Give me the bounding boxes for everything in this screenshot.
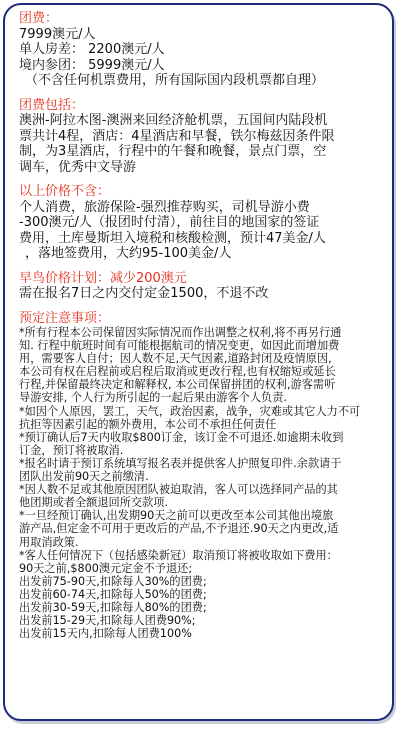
includes-section <box>19 98 382 176</box>
early-bird-title-prefix: 早鸟价格计划： <box>19 270 111 286</box>
fee-title: 团费： <box>19 11 59 26</box>
notice-line: *一旦经预订确认,出发期90天之前可以更改至本公司其他出境旅 <box>19 509 334 523</box>
notice-line: *因人数不足或其他原因团队被迫取消，客人可以选择同产品的其 <box>19 483 338 497</box>
excludes-section <box>19 184 382 262</box>
notice-line: 出发前30-59天,扣除每人80%的团费; <box>19 600 207 614</box>
excludes-line: 个人消费，旅游保险-强烈推荐购买，司机导游小费 <box>19 199 310 215</box>
notice-line: *如因个人原因，罢工，天气，政治因素，战争，灾难或其它人力不可 <box>19 404 361 418</box>
notice-line: 本公司有权在启程前或启程后取消或更改行程,也有权缩短或延长 <box>19 365 336 379</box>
excludes-title: 以上价格不含： <box>19 184 111 199</box>
notice-line: 用取消政策. <box>19 535 79 549</box>
notice-line: 出发前60-74天,扣除每人50%的团费; <box>19 587 207 601</box>
section-gap <box>19 262 382 271</box>
includes-line: 澳洲-阿拉木图-澳洲来回经济舱机票，五国间内陆段机 <box>19 113 328 128</box>
includes-line: 票共计4程，酒店：4星酒店和早餐，铁尔梅兹因条件限 <box>19 128 335 144</box>
section-gap <box>19 89 382 98</box>
notice-line: 知. 行程中航班时间有可能根据航司的情况变更，如因此而增加费 <box>19 339 340 353</box>
excludes-line: 费用，土库曼斯坦入境税和核酸检测，预计47美金/人 <box>19 230 326 246</box>
includes-line: 调车，优秀中文导游 <box>19 159 137 175</box>
info-card-content <box>19 11 382 640</box>
fee-line: 境内参团： 5999澳元/人 <box>19 57 165 73</box>
info-card-frame <box>3 3 394 721</box>
notice-line: 出发前75-90天,扣除每人30%的团费; <box>19 574 207 588</box>
early-bird-highlight: 减少200澳元 <box>110 270 187 286</box>
fee-line: 单人房差： 2200澳元/人 <box>19 42 165 57</box>
notice-line: 出发前15-29天,扣除每人团费90%; <box>19 614 196 628</box>
notice-line: *预订确认后7天内收取$800订金，该订金不可退还.如逾期未收到 <box>19 430 344 444</box>
notice-line: 团队出发前90天之前缴清. <box>19 470 149 484</box>
early-bird-line: 需在报名7日之内交付定金1500，不退不改 <box>19 286 269 301</box>
notice-line: 出发前15天内,扣除每人团费100% <box>19 627 192 641</box>
notice-title: 预定注意事项： <box>19 310 111 326</box>
notice-line: 用，需要客人自付；因人数不足,天气因素,道路封闭及疫情原因, <box>19 352 332 366</box>
fee-line: （不含任何机票费用，所有国际国内段机票都自理） <box>25 73 325 88</box>
notice-line: 90天之前,$800澳元定金不予退还; <box>19 561 193 575</box>
notice-line: *客人任何情况下（包括感染新冠）取消预订将被收取如下费用： <box>19 548 338 562</box>
notice-line: 导游安排, 个人行为所引起的一起后果由游客个人负责. <box>19 391 287 405</box>
notice-line: 他团期或者全额退回所交款项. <box>19 496 168 510</box>
notice-line: 订金，预订将被取消. <box>19 443 124 457</box>
notice-line: 抗拒等因素引起的额外费用，本公司不承担任何责任 <box>19 417 277 431</box>
section-gap <box>19 175 382 184</box>
notice-section <box>19 311 382 641</box>
notice-line: *所有行程本公司保留因实际情况而作出调整之权利,将不再另行通 <box>19 326 342 339</box>
section-gap <box>19 302 382 311</box>
includes-title: 团费包括： <box>19 97 85 113</box>
early-bird-title <box>19 271 382 287</box>
notice-line: *报名时请于预订系统填写报名表并提供客人护照复印件.余款请于 <box>19 456 342 470</box>
notice-line: 游产品,但定金不可用于更改后的产品,不予退还.90天之内更改,适 <box>19 522 339 536</box>
excludes-line: ，落地签费用，大约95-100美金/人 <box>25 246 232 261</box>
includes-line: 制，为3星酒店，行程中的午餐和晚餐，景点门票，空 <box>19 144 327 159</box>
fee-line: 7999澳元/人 <box>19 26 96 42</box>
excludes-line: -300澳元/人（报团时付清），前往目的地国家的签证 <box>19 215 320 230</box>
fee-section <box>19 11 382 89</box>
notice-line: 行程,并保留最终决定和解释权, 本公司保留拼团的权利,游客需听 <box>19 378 336 392</box>
early-bird-section <box>19 271 382 302</box>
